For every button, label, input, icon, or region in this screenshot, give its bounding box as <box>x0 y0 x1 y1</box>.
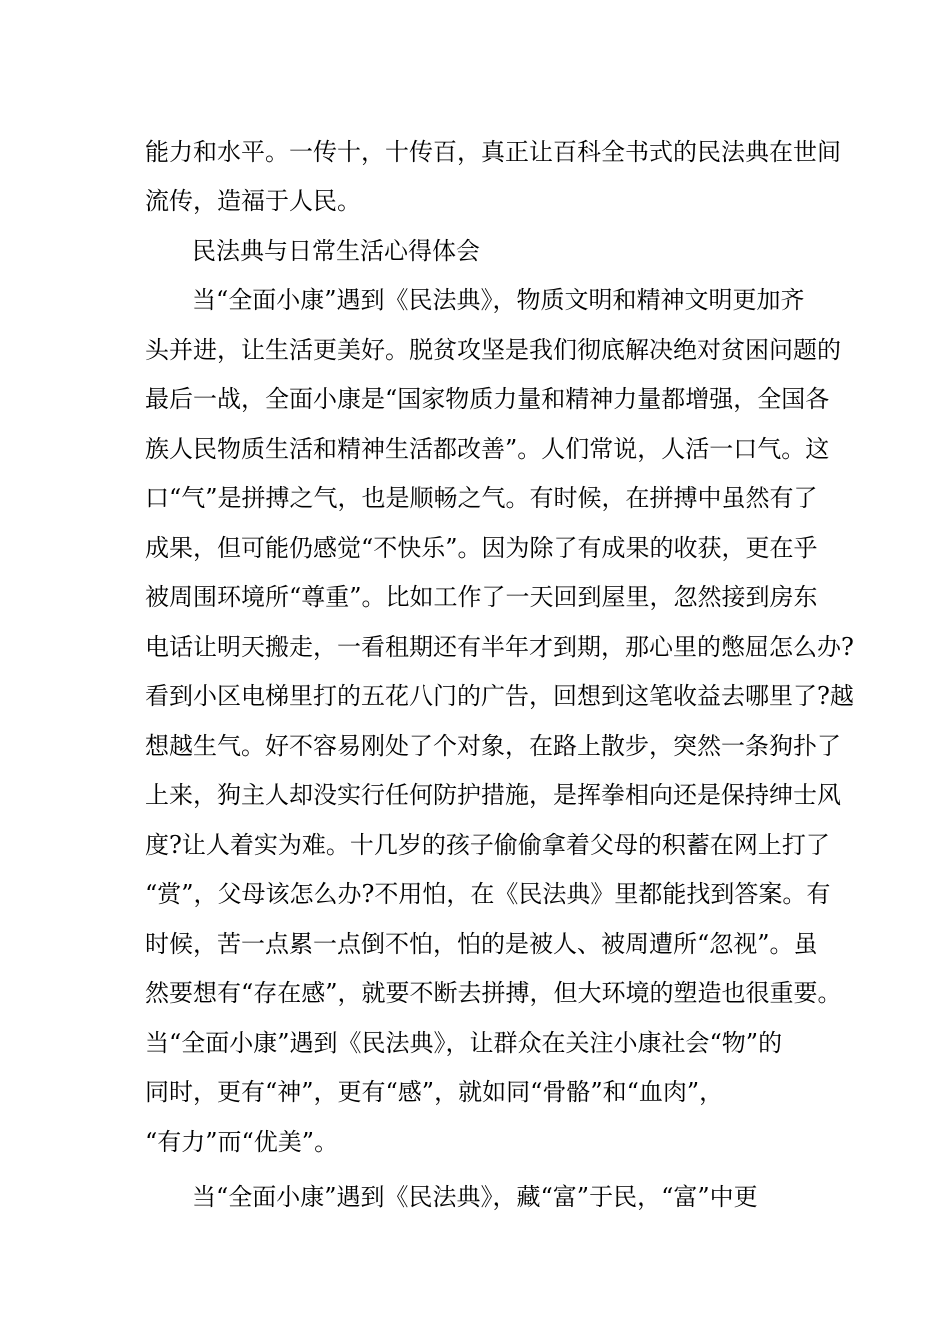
section-heading: 民法典与日常生活心得体会 <box>192 237 480 265</box>
text-line: 流传，造福于人民。 <box>145 187 361 215</box>
text-line: 当“全面小康”遇到《民法典》，让群众在关注小康社会“物”的 <box>145 1029 783 1057</box>
text-line: 时候，苦一点累一点倒不怕，怕的是被人、被周遭所“忽视”。虽 <box>145 930 818 958</box>
text-line: 当“全面小康”遇到《民法典》，藏“富”于民，“富”中更 <box>192 1183 758 1211</box>
text-line: 上来，狗主人却没实行任何防护措施，是挥拳相向还是保持绅士风 <box>145 781 841 809</box>
text-line: 然要想有“存在感”，就要不断去拼搏，但大环境的塑造也很重要。 <box>145 979 842 1007</box>
text-line: 被周围环境所“尊重”。比如工作了一天回到屋里，忽然接到房东 <box>145 583 818 611</box>
text-line: 看到小区电梯里打的五花八门的广告，回想到这笔收益去哪里了?越 <box>145 682 854 710</box>
text-line: 当“全面小康”遇到《民法典》，物质文明和精神文明更加齐 <box>192 286 805 314</box>
text-line: 度?让人着实为难。十几岁的孩子偷偷拿着父母的积蓄在网上打了 <box>145 831 830 859</box>
text-line: 能力和水平。一传十，十传百，真正让百科全书式的民法典在世间 <box>145 138 841 166</box>
text-line: “有力”而“优美”。 <box>145 1128 339 1156</box>
text-line: 头并进，让生活更美好。脱贫攻坚是我们彻底解决绝对贫困问题的 <box>145 336 841 364</box>
text-line: 想越生气。好不容易刚处了个对象，在路上散步，突然一条狗扑了 <box>145 732 841 760</box>
text-line: 电话让明天搬走，一看租期还有半年才到期，那心里的憋屈怎么办? <box>145 633 854 661</box>
text-line: 最后一战，全面小康是“国家物质力量和精神力量都增强，全国各 <box>145 385 830 413</box>
text-line: 口“气”是拼搏之气，也是顺畅之气。有时候，在拼搏中虽然有了 <box>145 484 818 512</box>
text-line: 族人民物质生活和精神生活都改善”。人们常说，人活一口气。这 <box>145 435 830 463</box>
text-line: “赏”，父母该怎么办?不用怕，在《民法典》里都能找到答案。有 <box>145 880 831 908</box>
text-line: 成果，但可能仍感觉“不快乐”。因为除了有成果的收获，更在乎 <box>145 534 818 562</box>
text-line: 同时，更有“神”，更有“感”，就如同“骨骼”和“血肉”， <box>145 1078 724 1106</box>
